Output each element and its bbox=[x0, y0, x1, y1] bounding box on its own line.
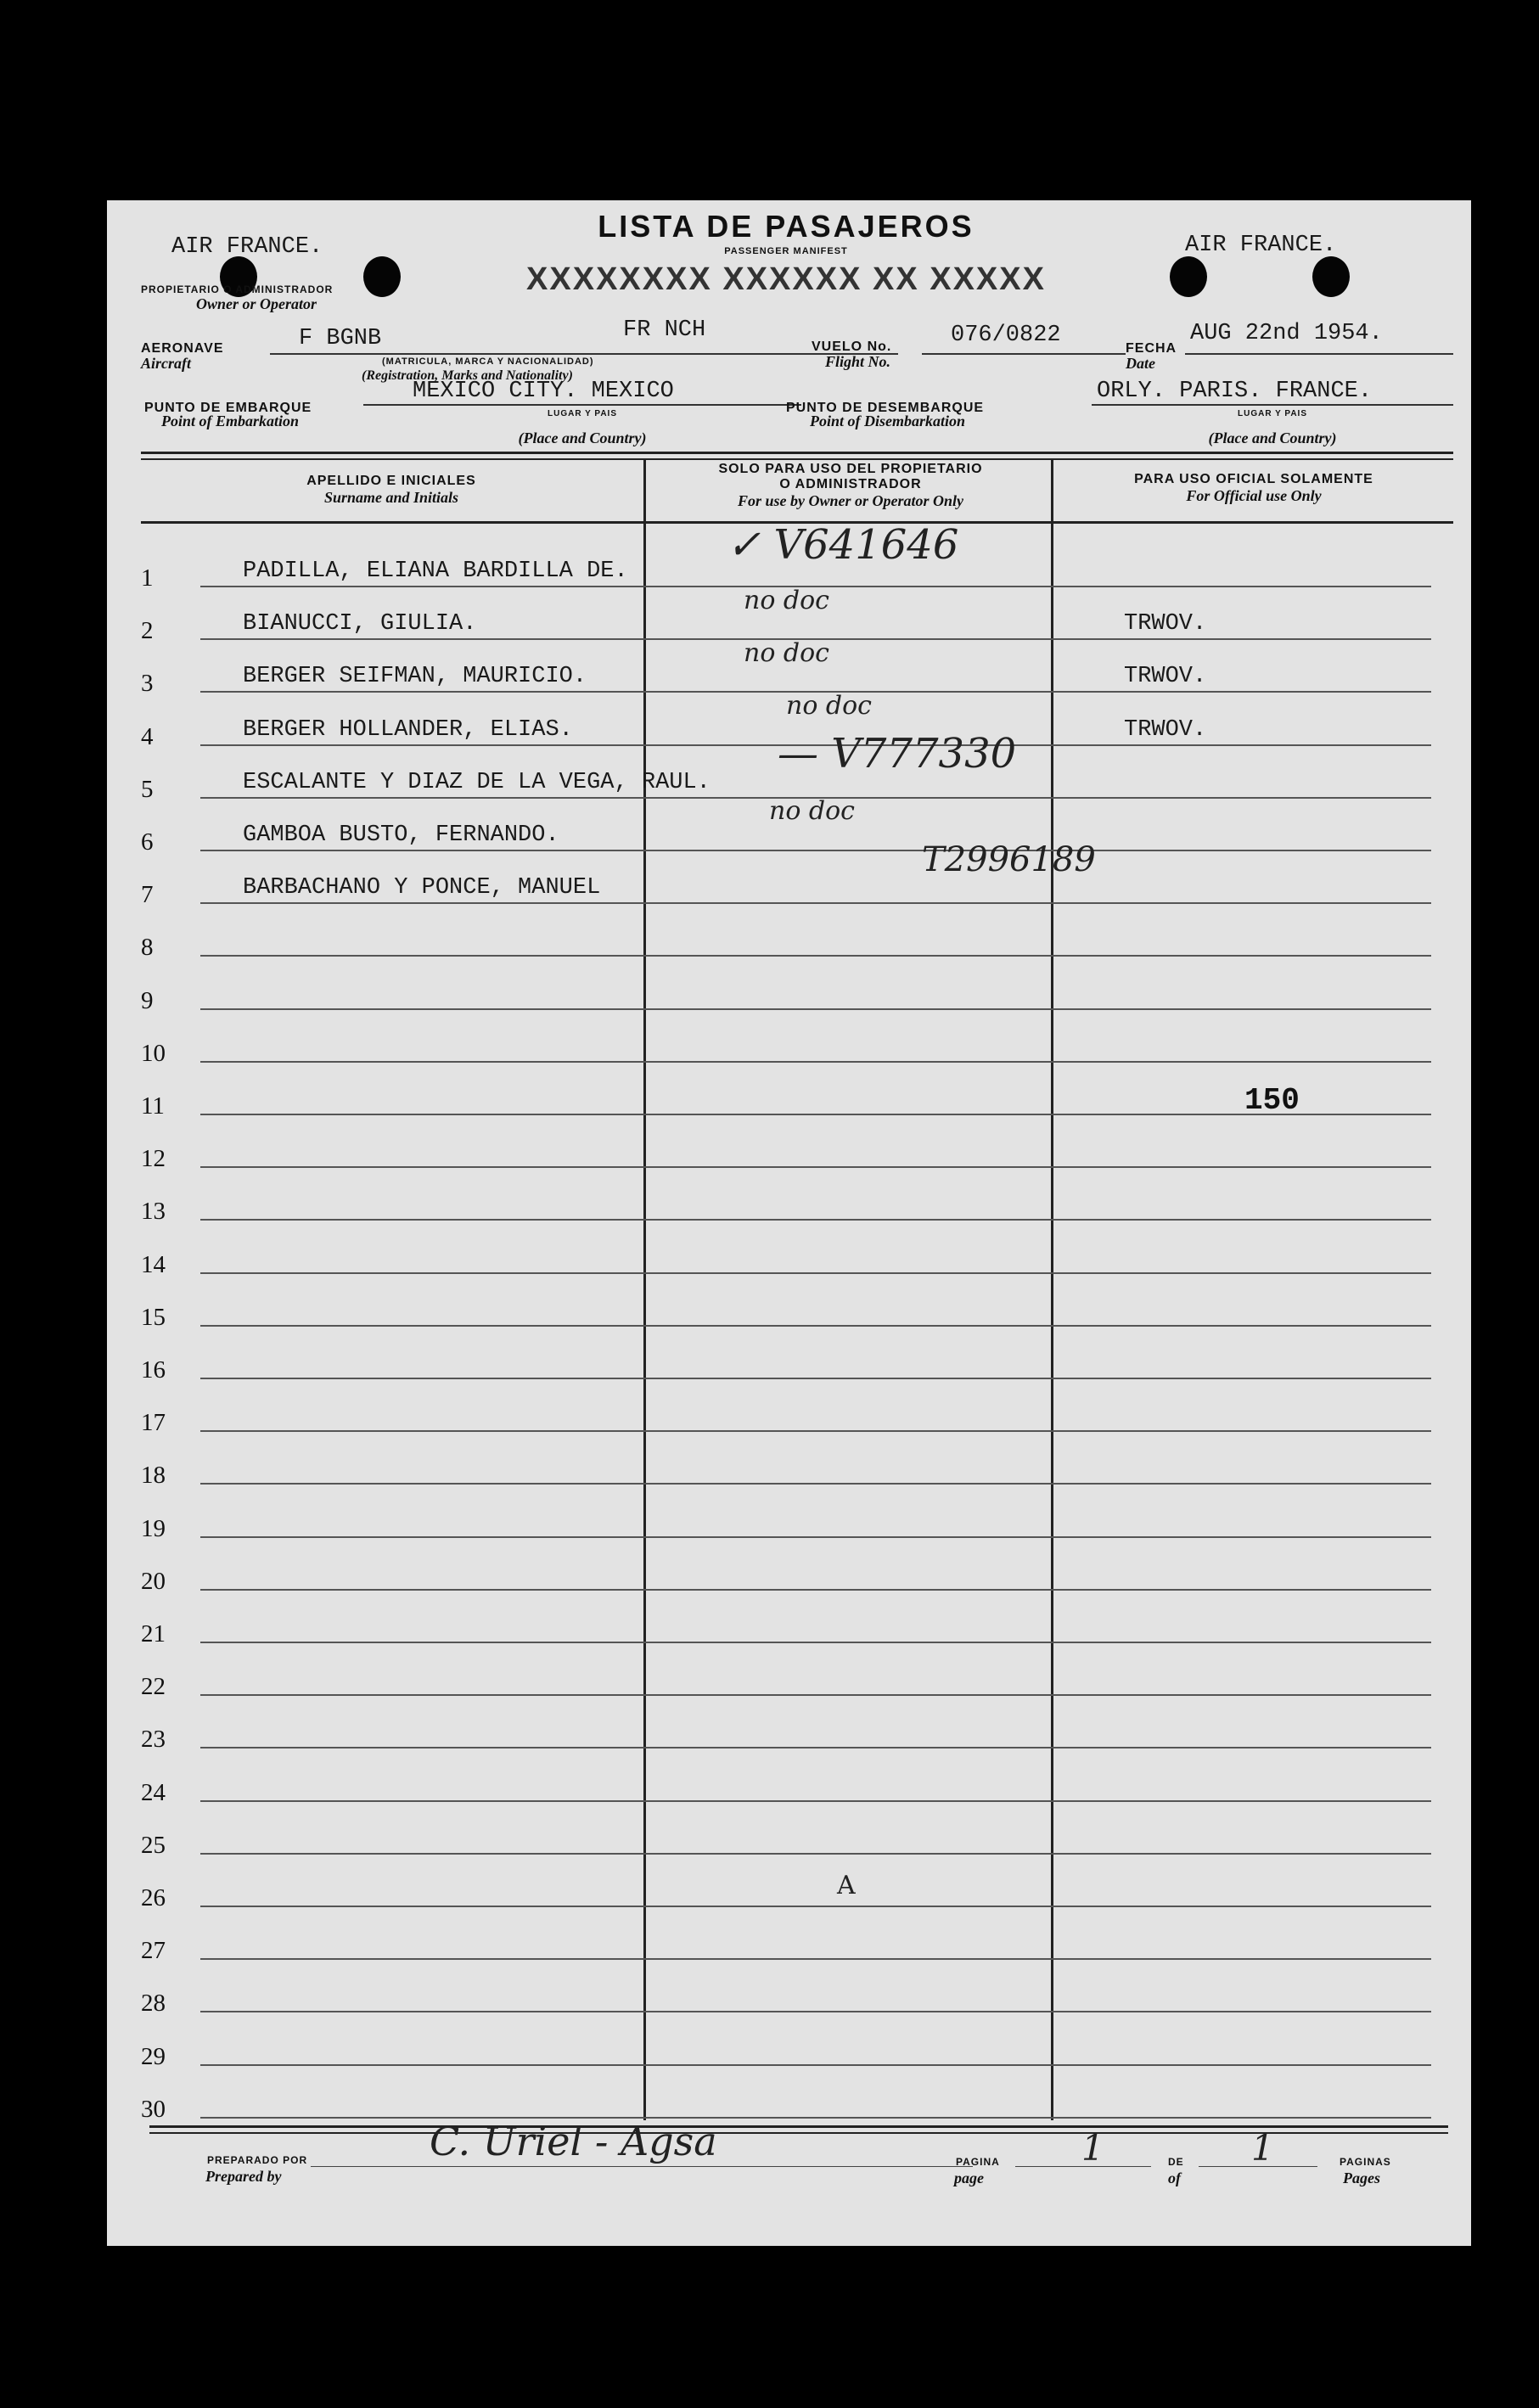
disembark-place-label-en: (Place and Country) bbox=[1208, 429, 1337, 446]
row-number: 16 bbox=[141, 1356, 166, 1384]
row-number: 26 bbox=[141, 1884, 166, 1911]
row-number: 13 bbox=[141, 1198, 166, 1226]
passenger-name: ESCALANTE Y DIAZ DE LA VEGA, RAUL. bbox=[243, 769, 711, 795]
row-number: 21 bbox=[141, 1620, 166, 1647]
row-number: 25 bbox=[141, 1831, 166, 1859]
row-number: 6 bbox=[141, 828, 154, 856]
row-number: 30 bbox=[141, 2095, 166, 2123]
col3-header: PARA USO OFICIAL SOLAMENTE bbox=[1134, 472, 1373, 486]
pages-label: PAGINAS bbox=[1340, 2156, 1391, 2168]
row-rule bbox=[200, 850, 1431, 851]
divider bbox=[311, 2166, 973, 2167]
row-rule bbox=[200, 1906, 1431, 1907]
prepared-label: PREPARADO POR bbox=[207, 2154, 308, 2166]
row-rule bbox=[200, 1325, 1431, 1327]
row-rule bbox=[200, 2117, 1431, 2119]
disembark-label: PUNTO DE DESEMBARQUE bbox=[786, 401, 985, 415]
divider bbox=[270, 353, 898, 355]
table-row bbox=[124, 1437, 1448, 1490]
table-row bbox=[124, 2018, 1448, 2071]
row-number: 3 bbox=[141, 670, 154, 698]
page-label-en: page bbox=[954, 2169, 984, 2186]
table-row bbox=[124, 1648, 1448, 1701]
row-rule bbox=[200, 1800, 1431, 1802]
table-row bbox=[124, 1226, 1448, 1279]
owner-label-en: Owner or Operator bbox=[196, 295, 317, 312]
row-number: 24 bbox=[141, 1778, 166, 1806]
prepared-signature: C. Uriel - Agsa bbox=[430, 2119, 717, 2164]
row-rule bbox=[200, 1589, 1431, 1591]
disembark-place-label: LUGAR Y PAIS bbox=[1237, 409, 1307, 418]
owner-note-3: no doc bbox=[744, 638, 829, 668]
prepared-label-en: Prepared by bbox=[205, 2168, 282, 2185]
row-rule bbox=[200, 1694, 1431, 1696]
aircraft-label-en: Aircraft bbox=[141, 355, 192, 372]
col1-header: APELLIDO E INICIALES bbox=[306, 474, 476, 488]
row-rule bbox=[200, 1642, 1431, 1643]
owner-note-4: no doc bbox=[786, 691, 872, 721]
owner-label: PROPIETARIO O ADMINISTRADOR bbox=[141, 283, 334, 295]
passenger-name: BARBACHANO Y PONCE, MANUEL bbox=[243, 875, 601, 901]
row-number: 29 bbox=[141, 2042, 166, 2070]
disembark-label-en: Point of Disembarkation bbox=[810, 413, 966, 429]
embark-value: MEXICO CITY. MEXICO bbox=[413, 379, 674, 404]
official-number: 150 bbox=[1244, 1083, 1300, 1118]
divider bbox=[363, 404, 801, 406]
table-row bbox=[124, 1701, 1448, 1754]
owner-note-26: A bbox=[837, 1871, 856, 1900]
row-number: 11 bbox=[141, 1092, 165, 1120]
row-number: 18 bbox=[141, 1462, 166, 1490]
table-row bbox=[124, 1384, 1448, 1437]
of-value: 1 bbox=[1251, 2127, 1274, 2169]
embark-label: PUNTO DE EMBARQUE bbox=[144, 401, 312, 415]
official-note: TRWOV. bbox=[1124, 611, 1207, 637]
table-row bbox=[124, 1543, 1448, 1596]
row-number: 27 bbox=[141, 1937, 166, 1965]
row-rule bbox=[200, 1958, 1431, 1960]
col1-header-en: Surname and Initials bbox=[323, 489, 459, 506]
table-row bbox=[124, 963, 1448, 1015]
owner-note-2: no doc bbox=[744, 586, 829, 615]
date-value: AUG 22nd 1954. bbox=[1190, 321, 1383, 346]
table-row bbox=[124, 1754, 1448, 1807]
aircraft-label: AERONAVE bbox=[141, 341, 224, 356]
embark-place-label-en: (Place and Country) bbox=[518, 429, 647, 446]
manifest-sheet bbox=[107, 200, 1471, 2246]
row-number: 1 bbox=[141, 564, 154, 592]
table-row bbox=[124, 1015, 1448, 1068]
punch-hole bbox=[363, 256, 401, 297]
row-number: 5 bbox=[141, 775, 154, 803]
divider bbox=[1092, 404, 1453, 406]
row-rule bbox=[200, 1219, 1431, 1221]
divider bbox=[1015, 2166, 1151, 2167]
row-rule bbox=[200, 902, 1431, 904]
divider bbox=[1199, 2166, 1317, 2167]
page-subtitle: PASSENGER MANIFEST bbox=[724, 246, 848, 256]
divider bbox=[141, 458, 1453, 460]
punch-hole bbox=[1170, 256, 1207, 297]
row-rule bbox=[200, 1536, 1431, 1538]
table-row bbox=[124, 1332, 1448, 1384]
page-title: LISTA DE PASAJEROS bbox=[598, 209, 975, 244]
registration-label: (MATRICULA, MARCA Y NACIONALIDAD) bbox=[382, 356, 594, 367]
divider bbox=[141, 452, 1453, 454]
row-rule bbox=[200, 1378, 1431, 1379]
table-row bbox=[124, 1596, 1448, 1648]
owner-note-1: ✓ V641646 bbox=[727, 521, 959, 569]
row-rule bbox=[200, 2064, 1431, 2066]
aircraft-value: F BGNB bbox=[299, 326, 382, 351]
row-number: 15 bbox=[141, 1303, 166, 1331]
passenger-name: BERGER HOLLANDER, ELIAS. bbox=[243, 716, 573, 743]
table-row bbox=[124, 1173, 1448, 1226]
flight-label-en: Flight No. bbox=[825, 353, 891, 370]
row-number: 22 bbox=[141, 1673, 166, 1701]
airline-left: AIR FRANCE. bbox=[171, 234, 323, 260]
date-label-en: Date bbox=[1126, 355, 1155, 372]
row-number: 9 bbox=[141, 986, 154, 1014]
row-rule bbox=[200, 955, 1431, 957]
row-number: 2 bbox=[141, 617, 154, 645]
of-label: DE bbox=[1168, 2156, 1184, 2168]
row-rule bbox=[200, 1747, 1431, 1748]
owner-note-7: T2996189 bbox=[922, 840, 1096, 879]
punch-hole bbox=[1312, 256, 1350, 297]
row-rule bbox=[200, 1483, 1431, 1485]
owner-note-6: no doc bbox=[769, 796, 855, 826]
passenger-name: GAMBOA BUSTO, FERNANDO. bbox=[243, 822, 559, 848]
table-row bbox=[124, 1965, 1448, 2018]
airline-right: AIR FRANCE. bbox=[1185, 233, 1337, 258]
row-rule bbox=[200, 1853, 1431, 1855]
divider bbox=[1185, 353, 1453, 355]
official-note: TRWOV. bbox=[1124, 664, 1207, 690]
row-rule bbox=[200, 1430, 1431, 1432]
row-rule bbox=[200, 1272, 1431, 1274]
row-number: 17 bbox=[141, 1409, 166, 1437]
passenger-name: PADILLA, ELIANA BARDILLA DE. bbox=[243, 558, 628, 584]
pages-label-en: Pages bbox=[1343, 2169, 1380, 2186]
divider bbox=[922, 353, 1126, 355]
row-rule bbox=[200, 1166, 1431, 1168]
table-row bbox=[124, 1807, 1448, 1860]
of-label-en: of bbox=[1168, 2169, 1181, 2186]
row-number: 28 bbox=[141, 1990, 166, 2018]
table-row bbox=[124, 1860, 1448, 1912]
table-row bbox=[124, 1120, 1448, 1173]
row-number: 10 bbox=[141, 1039, 166, 1067]
table-row bbox=[124, 1490, 1448, 1543]
table-row bbox=[124, 856, 1448, 909]
table-row bbox=[124, 1912, 1448, 1965]
registration-label-en: (Registration, Marks and Nationality) bbox=[362, 368, 573, 383]
page-label: PAGINA bbox=[956, 2156, 1000, 2168]
col2-header-2: O ADMINISTRADOR bbox=[779, 477, 922, 491]
row-rule bbox=[200, 1008, 1431, 1010]
passenger-name: BIANUCCI, GIULIA. bbox=[243, 611, 477, 637]
struck-line: XXXXXXXX XXXXXX XX XXXXX bbox=[526, 261, 1046, 297]
registration-value: FR NCH bbox=[623, 317, 706, 343]
disembark-value: ORLY. PARIS. FRANCE. bbox=[1097, 379, 1373, 404]
row-number: 4 bbox=[141, 722, 154, 750]
row-number: 14 bbox=[141, 1250, 166, 1278]
row-number: 8 bbox=[141, 934, 154, 962]
row-number: 23 bbox=[141, 1726, 166, 1754]
row-number: 7 bbox=[141, 881, 154, 909]
table-row bbox=[124, 2071, 1448, 2124]
flight-value: 076/0822 bbox=[951, 323, 1061, 348]
official-note: TRWOV. bbox=[1124, 716, 1207, 743]
flight-label: VUELO No. bbox=[812, 340, 892, 354]
row-number: 20 bbox=[141, 1567, 166, 1595]
row-rule bbox=[200, 2011, 1431, 2012]
row-number: 19 bbox=[141, 1514, 166, 1542]
embark-label-en: Point of Embarkation bbox=[161, 413, 300, 429]
table-row bbox=[124, 1279, 1448, 1332]
col3-header-en: For Official use Only bbox=[1186, 487, 1322, 504]
page-value: 1 bbox=[1081, 2127, 1104, 2169]
col2-header-en: For use by Owner or Operator Only bbox=[737, 492, 964, 509]
owner-note-5: — V777330 bbox=[778, 730, 1017, 777]
col2-header-1: SOLO PARA USO DEL PROPIETARIO bbox=[718, 462, 983, 476]
row-number: 12 bbox=[141, 1145, 166, 1173]
row-rule bbox=[200, 1061, 1431, 1063]
date-label: FECHA bbox=[1126, 341, 1177, 356]
embark-place-label: LUGAR Y PAIS bbox=[547, 409, 617, 418]
table-row bbox=[124, 909, 1448, 962]
passenger-name: BERGER SEIFMAN, MAURICIO. bbox=[243, 664, 587, 690]
